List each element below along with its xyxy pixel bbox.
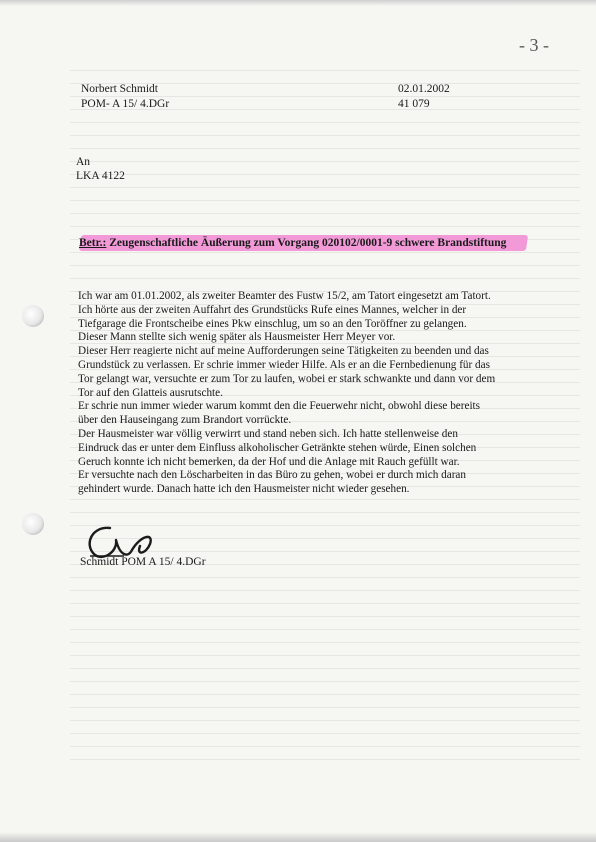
body-line: Eindruck das er unter dem Einfluss alkoholischer Getränkte stehen würde, Einen solchen: [78, 441, 477, 454]
page-number: - 3 -: [519, 35, 549, 55]
body-line: über den Hauseingang zum Brandort vorrückte.: [78, 414, 292, 427]
body-line: Tor gelangt war, versuchte er zum Tor zu laufen, wobei er stark schwankte und dann vor dem: [78, 372, 496, 385]
body-line: Geruch konnte ich nicht bemerken, da der Hof und die Anlage mit Rauch gefüllt war.: [78, 455, 460, 468]
sender-name: Norbert Schmidt: [81, 83, 158, 95]
body-line: Der Hausmeister war völlig verwirrt und stand neben sich. Ich hatte stellenweise den: [78, 427, 458, 440]
body-line: Tiefgarage die Frontscheibe eines Pkw einschlug, um so an den Toröffner zu gelangen.: [78, 317, 467, 330]
body-line: Grundstück zu verlassen. Er schrie immer wieder Hilfe. Als er an die Fernbedienung für das: [78, 358, 490, 371]
body-line: Ich war am 01.01.2002, als zweiter Beamter des Fustw 15/2, am Tatort eingesetzt am Tatort.: [78, 290, 491, 302]
punch-hole-lower: [22, 513, 44, 535]
subject-text: Zeugenschaftliche Äußerung zum Vorgang 020102/0001-9 schwere Brandstiftung: [106, 237, 507, 249]
page-bottom-edge: [0, 832, 596, 842]
statement-body: [78, 290, 548, 497]
body-line: Er schrie nun immer wieder warum kommt den die Feuerwehr nicht, obwohl diese bereits: [78, 400, 481, 413]
body-line: Tor auf den Glatteis ausrutschte.: [78, 386, 223, 399]
page-top-edge: [0, 0, 596, 6]
body-line: Er versuchte nach den Löscharbeiten in das Büro zu gehen, wobei er durch mich daran: [78, 469, 466, 482]
reference-number: 41 079: [398, 98, 430, 110]
body-line: Dieser Herr reagierte nicht auf meine Aufforderungen seine Tätigkeiten zu beenden und das: [78, 345, 489, 358]
subject-label: Betr.:: [79, 237, 107, 249]
body-line: Dieser Mann stellte sich wenig später als Hausmeister Herr Meyer vor.: [78, 331, 396, 344]
signature-caption: Schmidt POM A 15/ 4.DGr: [80, 556, 206, 568]
subject-line: [79, 236, 506, 251]
recipient-name: LKA 4122: [76, 170, 125, 182]
body-line: Ich hörte aus der zweiten Auffahrt des Grundstücks Rufe eines Mannes, welcher in der: [78, 303, 467, 316]
punch-hole-upper: [22, 305, 44, 327]
letter-date: 02.01.2002: [398, 83, 450, 95]
body-line: gehindert wurde. Danach hatte ich den Hausmeister nicht wieder gesehen.: [78, 483, 410, 496]
recipient-prefix: An: [76, 156, 91, 168]
sender-rank: POM- A 15/ 4.DGr: [81, 98, 170, 110]
